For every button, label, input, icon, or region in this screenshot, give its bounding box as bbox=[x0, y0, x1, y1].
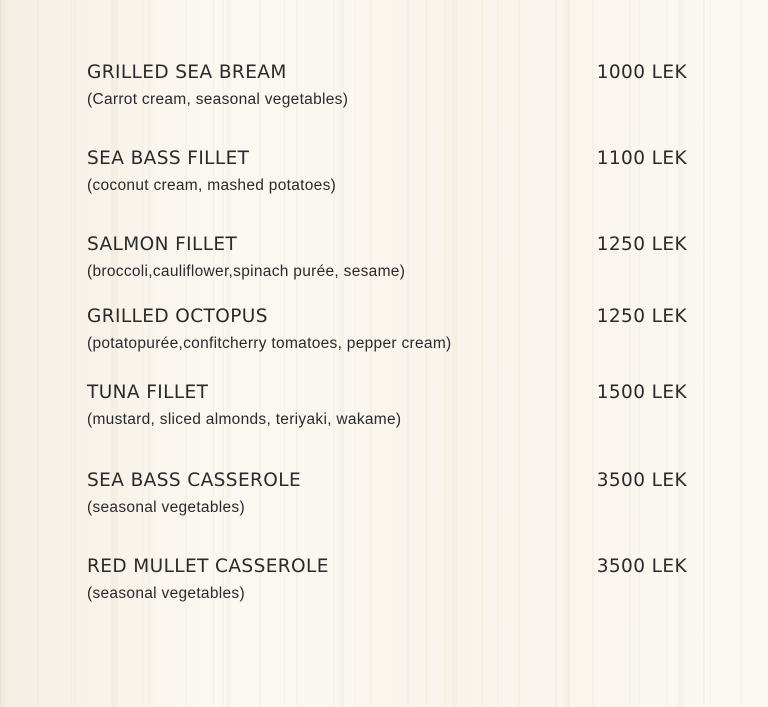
menu-item-price: 1250 LEK bbox=[596, 306, 687, 327]
menu-item-name: SEA BASS CASSEROLE bbox=[87, 470, 302, 491]
menu-item-name: TUNA FILLET bbox=[87, 382, 209, 403]
menu-item-description: (Carrot cream, seasonal vegetables) bbox=[87, 91, 349, 108]
menu-item-description: (broccoli,cauliflower,spinach purée, sesame) bbox=[87, 263, 406, 280]
menu-item-description: (mustard, sliced almonds, teriyaki, wakame) bbox=[87, 411, 402, 428]
menu-item-name: RED MULLET CASSEROLE bbox=[87, 556, 329, 577]
menu-item-name: GRILLED OCTOPUS bbox=[87, 306, 268, 327]
menu-item-price: 1000 LEK bbox=[596, 62, 687, 83]
menu-item-price: 3500 LEK bbox=[596, 556, 687, 577]
menu-item-price: 1500 LEK bbox=[596, 382, 687, 403]
menu-item-name: SEA BASS FILLET bbox=[87, 148, 250, 169]
menu-item-description: (potatopurée,confitcherry tomatoes, pepper cream) bbox=[87, 335, 452, 352]
menu-item-description: (seasonal vegetables) bbox=[87, 499, 245, 516]
menu-item-description: (coconut cream, mashed potatoes) bbox=[87, 177, 337, 194]
menu-item-description: (seasonal vegetables) bbox=[87, 585, 245, 602]
menu-item-price: 1250 LEK bbox=[596, 234, 687, 255]
menu-item-price: 1100 LEK bbox=[596, 148, 687, 169]
menu-item-name: SALMON FILLET bbox=[87, 234, 238, 255]
menu-item-name: GRILLED SEA BREAM bbox=[87, 62, 287, 83]
menu-item-price: 3500 LEK bbox=[596, 470, 687, 491]
